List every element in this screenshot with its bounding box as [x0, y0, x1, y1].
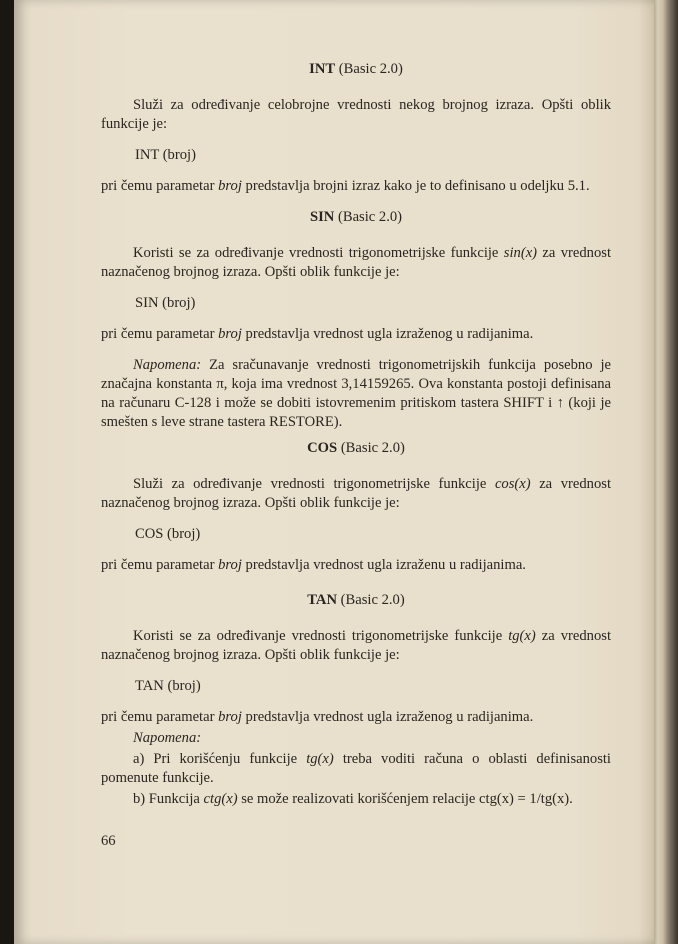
function-name: SIN: [309, 209, 335, 225]
function-name: TAN: [307, 592, 338, 608]
section-cos: [101, 439, 611, 575]
syntax-line: TAN (broj): [135, 678, 201, 694]
section-heading: [101, 439, 611, 458]
note-label: Napomena:: [133, 730, 202, 746]
syntax-line: SIN (broj): [135, 295, 196, 311]
syntax-description: pri čemu parametar broj predstavlja vrednost ugla izraženog u radijanima.: [101, 326, 534, 342]
basic-version: (Basic 2.0): [340, 440, 405, 456]
basic-version: (Basic 2.0): [337, 209, 403, 225]
note-paragraph: Napomena: Za sračunavanje vrednosti trigonometrijskih funkcija posebno je značajna konstanta π, koja ima vrednost 3,14159265. Ova konstanta postoji definisana na računaru C-128 i može se dobiti istovremenim pritiskom tastera SHIFT i ↑ (koji je smešten s leve strane tastera RESTORE).: [101, 357, 611, 430]
note-item-a: a) Pri korišćenju funkcije tg(x) treba voditi računa o oblasti definisanosti pomenute funkcije.: [101, 751, 611, 786]
section-heading: [101, 591, 611, 610]
page-edge: [654, 0, 678, 944]
section-sin: [101, 208, 611, 432]
syntax-description: pri čemu parametar broj predstavlja vrednost ugla izraženu u radijanima.: [101, 557, 526, 573]
syntax-line: COS (broj): [135, 526, 201, 542]
section-heading: [101, 60, 611, 79]
section-intro: Služi za određivanje vrednosti trigonometrijske funkcije cos(x) za vrednost naznačenog brojnog izraza. Opšti oblik funkcije je:: [101, 476, 611, 511]
section-intro: Koristi se za određivanje vrednosti trigonometrijske funkcije sin(x) za vrednost naznačenog brojnog izraza. Opšti oblik funkcije je:: [101, 245, 612, 280]
section-intro: Služi za određivanje celobrojne vrednosti nekog brojnog izraza. Opšti oblik funkcije je:: [101, 97, 611, 132]
page-number: 66: [101, 833, 116, 849]
syntax-description: pri čemu parametar broj predstavlja vrednost ugla izraženog u radijanima.: [101, 709, 534, 725]
section-tan: [101, 591, 611, 809]
section-int: [101, 60, 611, 196]
syntax-description: pri čemu parametar broj predstavlja brojni izraz kako je to definisano u odeljku 5.1.: [101, 178, 590, 194]
function-name: INT: [309, 61, 336, 77]
syntax-line: INT (broj): [135, 147, 196, 163]
basic-version: (Basic 2.0): [338, 61, 403, 77]
section-heading: [101, 208, 611, 227]
note-item-b: b) Funkcija ctg(x) se može realizovati korišćenjem relacije ctg(x) = 1/tg(x).: [133, 791, 573, 807]
section-intro: Koristi se za određivanje vrednosti trigonometrijske funkcije tg(x) za vrednost naznačenog brojnog izraza. Opšti oblik funkcije je:: [101, 628, 611, 663]
basic-version: (Basic 2.0): [340, 592, 405, 608]
function-name: COS: [307, 440, 338, 456]
